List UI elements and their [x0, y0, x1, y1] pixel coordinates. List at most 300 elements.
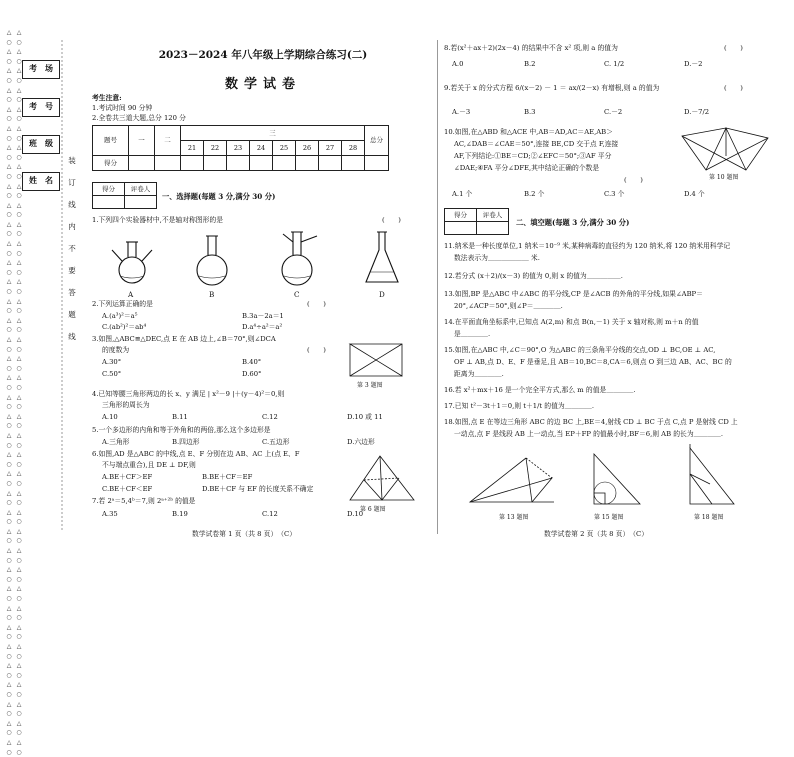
border-mark: △ — [16, 508, 22, 516]
question-4: 4.已知等腰三角形两边的长 x、y 满足 | x²－9 |＋(y－4)²＝0,则 — [92, 390, 285, 398]
border-mark: △ — [6, 355, 12, 363]
border-mark: ○ — [6, 172, 12, 180]
border-mark: △ — [6, 201, 12, 209]
figure-caption: 第 18 题图 — [694, 514, 724, 521]
border-mark: △ — [16, 489, 22, 497]
border-mark: △ — [6, 48, 12, 56]
answer-paren[interactable]: ( ) — [382, 216, 401, 224]
border-mark: ○ — [16, 671, 22, 679]
score-cell[interactable] — [342, 156, 365, 171]
grader-entry[interactable] — [125, 196, 157, 209]
border-mark: △ — [6, 508, 12, 516]
border-mark: ○ — [6, 249, 12, 257]
score-entry[interactable] — [93, 196, 125, 209]
option-b[interactable]: B.40° — [242, 358, 262, 366]
name-label: 姓 名 — [29, 176, 53, 186]
border-mark: △ — [6, 604, 12, 612]
border-mark: △ — [6, 547, 12, 555]
option-c[interactable]: C.－2 — [604, 108, 623, 116]
border-mark: △ — [6, 412, 12, 420]
option-d[interactable]: D.－2 — [684, 60, 703, 68]
border-mark: ○ — [6, 76, 12, 84]
border-mark: ○ — [6, 115, 12, 123]
question-10-cont: AC,∠DAB＝∠CAE＝50°,连接 BE,CD 交于点 F,连接 — [454, 140, 619, 148]
question-3: 3.如图,△ABC≌△DEC,点 E 在 AB 边上,∠B＝70°,则∠DCA — [92, 335, 276, 343]
answer-paren[interactable]: ( ) — [724, 84, 743, 92]
border-mark: ○ — [16, 172, 22, 180]
border-mark: △ — [16, 393, 22, 401]
border-mark: ○ — [16, 690, 22, 698]
question-18: 18.如图,点 E 在等边三角形 ABC 的边 BC 上,BE＝4,射线 CD ⊥ BC 于点 C,点 P 是射线 CD 上 — [444, 418, 738, 426]
option-b[interactable]: B.BE＋CF＝EF — [202, 473, 253, 481]
grader-label: 评卷人 — [477, 209, 509, 222]
border-mark: △ — [6, 105, 12, 113]
question-13-cont: 20°,∠ACP＝50°,则∠P＝＿＿＿＿. — [454, 302, 563, 310]
border-mark: ○ — [6, 671, 12, 679]
score-subheader: 23 — [227, 141, 250, 156]
border-mark: ○ — [6, 710, 12, 718]
border-mark: △ — [6, 527, 12, 535]
q6-figure — [344, 452, 420, 508]
score-subheader: 21 — [181, 141, 204, 156]
answer-paren[interactable]: ( ) — [307, 300, 326, 308]
border-mark: ○ — [6, 38, 12, 46]
option-label: D — [379, 290, 385, 299]
border-mark: ○ — [16, 326, 22, 334]
border-mark: ○ — [16, 153, 22, 161]
border-mark: △ — [6, 259, 12, 267]
seal-char: 不 — [68, 244, 76, 253]
figure-caption: 第 15 题图 — [594, 514, 624, 521]
border-mark: ○ — [16, 134, 22, 142]
border-mark: ○ — [6, 326, 12, 334]
border-mark: ○ — [16, 307, 22, 315]
border-mark: △ — [6, 240, 12, 248]
question-12: 12.若分式 (x＋2)/(x－3) 的值为 0,则 x 的值为＿＿＿＿＿. — [444, 272, 623, 280]
border-mark: ○ — [6, 499, 12, 507]
option-c[interactable]: C. 1/2 — [604, 60, 625, 68]
border-mark: ○ — [16, 537, 22, 545]
exam-title: 2023－2024 年八年级上学期综合练习(二) — [158, 49, 368, 61]
q3-figure — [342, 340, 412, 382]
section2-score-box — [444, 208, 509, 235]
score-cell[interactable] — [319, 156, 342, 171]
flask-a-icon — [112, 242, 152, 283]
option-d[interactable]: D.BE＋CF 与 EF 的长度关系不确定 — [202, 485, 314, 493]
border-mark: △ — [6, 144, 12, 152]
question-17: 17.已知 t²－3t＋1＝0,则 t＋1/t 的值为＿＿＿＿. — [444, 402, 595, 410]
seal-char: 内 — [68, 222, 76, 231]
option-a[interactable]: A.三角形 — [102, 438, 130, 446]
border-mark: ○ — [16, 76, 22, 84]
score-cell[interactable] — [296, 156, 319, 171]
border-mark: △ — [16, 643, 22, 650]
border-mark: ○ — [6, 422, 12, 430]
border-mark: △ — [16, 662, 22, 670]
score-entry[interactable] — [445, 222, 477, 235]
border-mark: △ — [6, 700, 12, 708]
border-mark: △ — [6, 662, 12, 670]
option-d[interactable]: D.10 或 11 — [347, 413, 383, 421]
border-mark: △ — [16, 182, 22, 190]
seal-char: 线 — [68, 332, 76, 341]
exam-notes — [92, 93, 186, 123]
border-mark: ○ — [6, 57, 12, 65]
section1-heading: 一、选择题(每题 3 分,满分 30 分) — [162, 192, 276, 201]
border-mark: △ — [6, 738, 12, 746]
border-mark: △ — [16, 604, 22, 612]
question-1: 1.下列四个实验器材中,不是轴对称图形的是 — [92, 216, 223, 224]
border-mark: △ — [16, 316, 22, 324]
border-mark: ○ — [16, 345, 22, 353]
option-d[interactable]: D.60° — [242, 370, 262, 378]
question-14: 14.在平面直角坐标系中,已知点 A(2,m) 和点 B(n,－1) 关于 x 轴对称,则 m＋n 的值 — [444, 318, 699, 326]
score-cell[interactable] — [227, 156, 250, 171]
score-subheader: 28 — [342, 141, 365, 156]
option-c[interactable]: C.3 个 — [604, 190, 625, 198]
border-mark: ○ — [6, 556, 12, 564]
seal-char: 线 — [68, 200, 76, 209]
seal-char: 装 — [68, 156, 76, 165]
flask-c-icon — [282, 232, 317, 285]
border-mark: △ — [16, 163, 22, 171]
border-mark: △ — [6, 623, 12, 631]
seal-char: 订 — [68, 178, 76, 187]
border-mark: △ — [6, 220, 12, 228]
answer-paren[interactable]: ( ) — [307, 346, 326, 354]
question-7: 7.若 2ᵃ＝5,4ᵇ＝7,则 2ᵃ⁺²ᵇ 的值是 — [92, 497, 196, 505]
border-mark: △ — [6, 336, 12, 343]
border-mark: ○ — [16, 288, 22, 296]
page-two — [444, 40, 788, 540]
border-mark: △ — [16, 738, 22, 746]
score-header-cell: 三 — [181, 126, 365, 141]
score-cell[interactable] — [181, 156, 204, 171]
page-footer: 数学试卷第 1 页（共 8 页） （C） — [192, 530, 297, 538]
score-row-label: 得分 — [93, 156, 129, 171]
binding-strip — [0, 0, 82, 756]
option-d[interactable]: D.4 个 — [684, 190, 705, 198]
border-mark: △ — [6, 316, 12, 324]
exam-number-label: 考 号 — [29, 102, 53, 112]
border-mark: ○ — [6, 595, 12, 603]
question-4-cont: 三角形的周长为 — [102, 401, 150, 409]
border-mark: ○ — [16, 383, 22, 391]
option-c[interactable]: C.五边形 — [262, 438, 290, 446]
border-mark: △ — [16, 566, 22, 574]
option-a[interactable]: A.30° — [102, 358, 122, 366]
section1-score-box — [92, 182, 157, 209]
flask-d-icon — [366, 232, 398, 282]
score-header-cell: 一 — [129, 126, 155, 156]
border-mark: △ — [16, 297, 22, 305]
option-d[interactable]: D.六边形 — [347, 438, 375, 446]
figure-caption: 第 10 题图 — [709, 174, 739, 181]
border-mark: ○ — [16, 441, 22, 449]
class-label: 班 级 — [29, 139, 53, 149]
question-15-cont: OF ⊥ AB,点 D、E、F 是垂足,且 AB＝10,BC＝8,CA＝6,则点 O 到三边 AB、AC、BC 的 — [454, 358, 732, 366]
border-mark: ○ — [6, 441, 12, 449]
border-mark: ○ — [6, 192, 12, 200]
score-subheader: 24 — [250, 141, 273, 156]
question-15-cont: 距离为＿＿＿＿. — [454, 370, 504, 378]
score-label: 得分 — [93, 183, 125, 196]
question-11-cont: 数法表示为＿＿＿＿＿＿ 米. — [454, 254, 540, 262]
option-a[interactable]: A.(a³)²＝a⁵ — [102, 312, 138, 320]
border-mark: △ — [6, 585, 12, 593]
border-mark: △ — [16, 259, 22, 267]
figure-caption: 第 6 题图 — [360, 506, 386, 513]
option-c[interactable]: C.50° — [102, 370, 122, 378]
border-mark: ○ — [16, 268, 22, 276]
border-mark: ○ — [16, 614, 22, 622]
border-mark: ○ — [16, 230, 22, 238]
border-mark: △ — [16, 86, 22, 94]
question-2: 2.下列运算正确的是 — [92, 300, 153, 308]
border-mark: ○ — [16, 556, 22, 564]
border-mark: ○ — [6, 230, 12, 238]
border-mark: ○ — [6, 537, 12, 545]
border-mark: △ — [16, 201, 22, 209]
option-b[interactable]: B.2 个 — [524, 190, 545, 198]
notes-item: 1.考试时间 90 分钟 — [92, 104, 153, 112]
border-mark: △ — [6, 431, 12, 439]
border-mark: ○ — [6, 518, 12, 526]
option-a[interactable]: A.1 个 — [452, 190, 473, 198]
border-mark: ○ — [16, 460, 22, 468]
border-mark: △ — [16, 719, 22, 727]
border-mark: △ — [6, 182, 12, 190]
border-mark: △ — [16, 527, 22, 535]
question-10-cont: AF,下列结论:①BE＝CD;②∠EFC＝50°;③AF 平分 — [454, 152, 612, 160]
border-mark: ○ — [6, 460, 12, 468]
question-8: 8.若(x²＋ax＋2)(2x－4) 的结果中不含 x² 项,则 a 的值为 — [444, 44, 618, 52]
border-mark: △ — [16, 105, 22, 113]
border-mark: ○ — [16, 115, 22, 123]
border-mark: ○ — [6, 96, 12, 104]
answer-paren[interactable]: ( ) — [624, 176, 643, 184]
question-16: 16.若 x²＋mx＋16 是一个完全平方式,那么 m 的值是＿＿＿＿. — [444, 386, 636, 394]
score-cell[interactable] — [365, 156, 389, 171]
option-b[interactable]: B.3a－2a＝1 — [242, 312, 284, 320]
q15-figure — [584, 450, 648, 510]
score-cell[interactable] — [273, 156, 296, 171]
border-mark: ○ — [6, 345, 12, 353]
question-6: 6.如图,AD 是△ABC 的中线,点 E、F 分别在边 AB、AC 上(点 E、F — [92, 450, 300, 458]
option-b[interactable]: B.四边形 — [172, 438, 200, 446]
figure-caption: 第 3 题图 — [357, 382, 383, 389]
seal-char: 题 — [68, 310, 76, 319]
border-mark: △ — [16, 700, 22, 708]
border-mark: ○ — [6, 153, 12, 161]
border-mark: △ — [16, 144, 22, 152]
option-c[interactable]: C.12 — [262, 510, 278, 518]
option-b[interactable]: B.11 — [172, 413, 188, 421]
border-mark: ○ — [16, 38, 22, 46]
q10-figure — [676, 126, 776, 174]
border-mark: △ — [16, 124, 22, 132]
section2-heading: 二、填空题(每题 3 分,满分 30 分) — [516, 218, 630, 227]
q13-figure — [464, 450, 564, 510]
flask-b-icon — [197, 236, 227, 285]
question-14-cont: 是＿＿＿＿. — [454, 330, 491, 338]
border-mark: △ — [6, 297, 12, 305]
border-mark: △ — [16, 547, 22, 555]
figure-caption: 第 13 题图 — [499, 514, 529, 521]
border-mark: △ — [6, 681, 12, 689]
border-mark: △ — [16, 623, 22, 631]
page-divider — [437, 40, 438, 534]
border-mark: △ — [6, 719, 12, 727]
border-mark: △ — [16, 374, 22, 382]
option-a[interactable]: A.－3 — [452, 108, 471, 116]
score-cell[interactable] — [129, 156, 155, 171]
border-mark: ○ — [6, 307, 12, 315]
border-mark: ○ — [16, 518, 22, 526]
question-15: 15.如图,在△ABC 中,∠C＝90°,O 为△ABC 的三条角平分线的交点,OD ⊥ BC,OE ⊥ AC, — [444, 346, 716, 354]
option-label: A — [128, 290, 134, 299]
border-mark: ○ — [16, 57, 22, 65]
border-mark: ○ — [16, 729, 22, 737]
border-mark: ○ — [16, 211, 22, 219]
option-b[interactable]: B.2 — [524, 60, 536, 68]
border-mark: ○ — [6, 134, 12, 142]
border-mark: ○ — [6, 729, 12, 737]
score-cell[interactable] — [250, 156, 273, 171]
question-3-cont: 的度数为 — [102, 346, 130, 354]
border-mark: ○ — [6, 268, 12, 276]
border-mark: △ — [16, 355, 22, 363]
option-a[interactable]: A.BE＋CF＞EF — [102, 473, 153, 481]
option-d[interactable]: D.－7/2 — [684, 108, 710, 116]
border-mark: ○ — [16, 479, 22, 487]
question-11: 11.纳米是一种长度单位,1 纳米＝10⁻⁹ 米,某种病毒的直径约为 120 纳米,将 120 纳米用科学记 — [444, 242, 731, 250]
option-c[interactable]: C.12 — [262, 413, 278, 421]
border-mark: △ — [6, 643, 12, 650]
border-mark: △ — [6, 86, 12, 94]
option-d[interactable]: D.a⁴÷a²＝a² — [242, 323, 283, 331]
border-mark: ○ — [6, 614, 12, 622]
option-c[interactable]: C.(ab²)²＝ab⁴ — [102, 323, 147, 331]
border-mark: ○ — [16, 422, 22, 430]
border-mark: ○ — [6, 575, 12, 583]
border-mark: ○ — [16, 364, 22, 372]
border-mark: ○ — [6, 403, 12, 411]
page-footer: 数学试卷第 2 页（共 8 页） （C） — [544, 530, 649, 538]
score-subheader: 26 — [296, 141, 319, 156]
score-label: 得分 — [445, 209, 477, 222]
exam-subject: 数学试卷 — [224, 77, 301, 92]
option-a[interactable]: A.0 — [452, 60, 464, 68]
border-mark: △ — [6, 374, 12, 382]
border-mark: ○ — [6, 364, 12, 372]
seal-char: 要 — [68, 266, 76, 275]
border-mark: △ — [6, 124, 12, 132]
border-mark: △ — [16, 431, 22, 439]
option-d[interactable]: D.10 — [347, 510, 364, 518]
question-18-cont: 一动点,点 F 是线段 AB 上一动点,当 EP＋FP 的值最小时,BF＝6,则 AB 的长为＿＿＿＿. — [454, 430, 723, 438]
border-mark: △ — [6, 67, 12, 75]
border-mark: ○ — [16, 249, 22, 257]
question-10: 10.如图,在△ABD 和△ACE 中,AB＝AD,AC＝AE,AB＞ — [444, 128, 613, 136]
notes-heading: 考生注意: — [92, 94, 122, 102]
border-mark: △ — [16, 681, 22, 689]
score-cell[interactable] — [155, 156, 181, 171]
notes-item: 2.全卷共三道大题,总分 120 分 — [92, 114, 186, 122]
border-mark: △ — [6, 489, 12, 497]
page-one — [92, 40, 434, 540]
question-10-cont: ∠DAE;④FA 平分∠DFE,其中结论正确的个数是 — [454, 164, 600, 172]
border-mark: ○ — [16, 575, 22, 583]
border-mark: △ — [16, 585, 22, 593]
border-mark: ○ — [16, 192, 22, 200]
border-mark: ○ — [16, 710, 22, 718]
border-mark: △ — [16, 412, 22, 420]
border-mark: △ — [16, 67, 22, 75]
border-mark: △ — [6, 566, 12, 574]
border-mark: △ — [16, 336, 22, 343]
border-mark: ○ — [16, 652, 22, 660]
border-mark: ○ — [16, 595, 22, 603]
border-mark: ○ — [6, 211, 12, 219]
question-6-cont: 不与端点重合),且 DE ⊥ DF,则 — [102, 461, 196, 469]
border-mark: ○ — [16, 499, 22, 507]
border-mark: ○ — [6, 652, 12, 660]
grader-label: 评卷人 — [125, 183, 157, 196]
seal-char: 答 — [68, 288, 76, 297]
border-mark: ○ — [16, 748, 22, 756]
score-header-cell: 二 — [155, 126, 181, 156]
question-5: 5.一个多边形的内角和等于外角和的两倍,那么这个多边形是 — [92, 426, 271, 434]
score-subheader: 22 — [204, 141, 227, 156]
border-mark: ○ — [6, 748, 12, 756]
option-a[interactable]: A.35 — [102, 510, 118, 518]
answer-paren[interactable]: ( ) — [724, 44, 743, 52]
score-subheader: 27 — [319, 141, 342, 156]
border-mark: △ — [16, 278, 22, 286]
score-header-label: 题号 — [93, 126, 129, 156]
question-13: 13.如图,BP 是△ABC 中∠ABC 的平分线,CP 是∠ACB 的外角的平分线,如果∠ABP＝ — [444, 290, 703, 298]
option-c[interactable]: C.BE＋CF＜EF — [102, 485, 153, 493]
q18-figure — [682, 444, 742, 510]
border-mark: ○ — [6, 479, 12, 487]
option-b[interactable]: B.3 — [524, 108, 536, 116]
score-subheader: 25 — [273, 141, 296, 156]
grader-entry[interactable] — [477, 222, 509, 235]
border-mark: △ — [6, 393, 12, 401]
border-mark: △ — [16, 29, 22, 36]
border-mark: ○ — [6, 288, 12, 296]
border-mark: △ — [6, 470, 12, 478]
border-mark: △ — [6, 29, 12, 36]
border-mark: △ — [6, 451, 12, 459]
border-mark: △ — [6, 278, 12, 286]
border-mark: ○ — [6, 383, 12, 391]
score-header-cell: 总分 — [365, 126, 389, 156]
border-mark: ○ — [6, 633, 12, 641]
option-b[interactable]: B.19 — [172, 510, 188, 518]
border-mark: ○ — [16, 96, 22, 104]
option-label: C — [294, 290, 300, 299]
option-a[interactable]: A.10 — [102, 413, 118, 421]
exam-room-label: 考 场 — [29, 64, 53, 74]
q1-lab-equipment — [102, 228, 422, 292]
border-mark: △ — [16, 470, 22, 478]
border-mark: △ — [16, 220, 22, 228]
border-mark: ○ — [16, 403, 22, 411]
score-cell[interactable] — [204, 156, 227, 171]
border-mark: △ — [16, 451, 22, 459]
